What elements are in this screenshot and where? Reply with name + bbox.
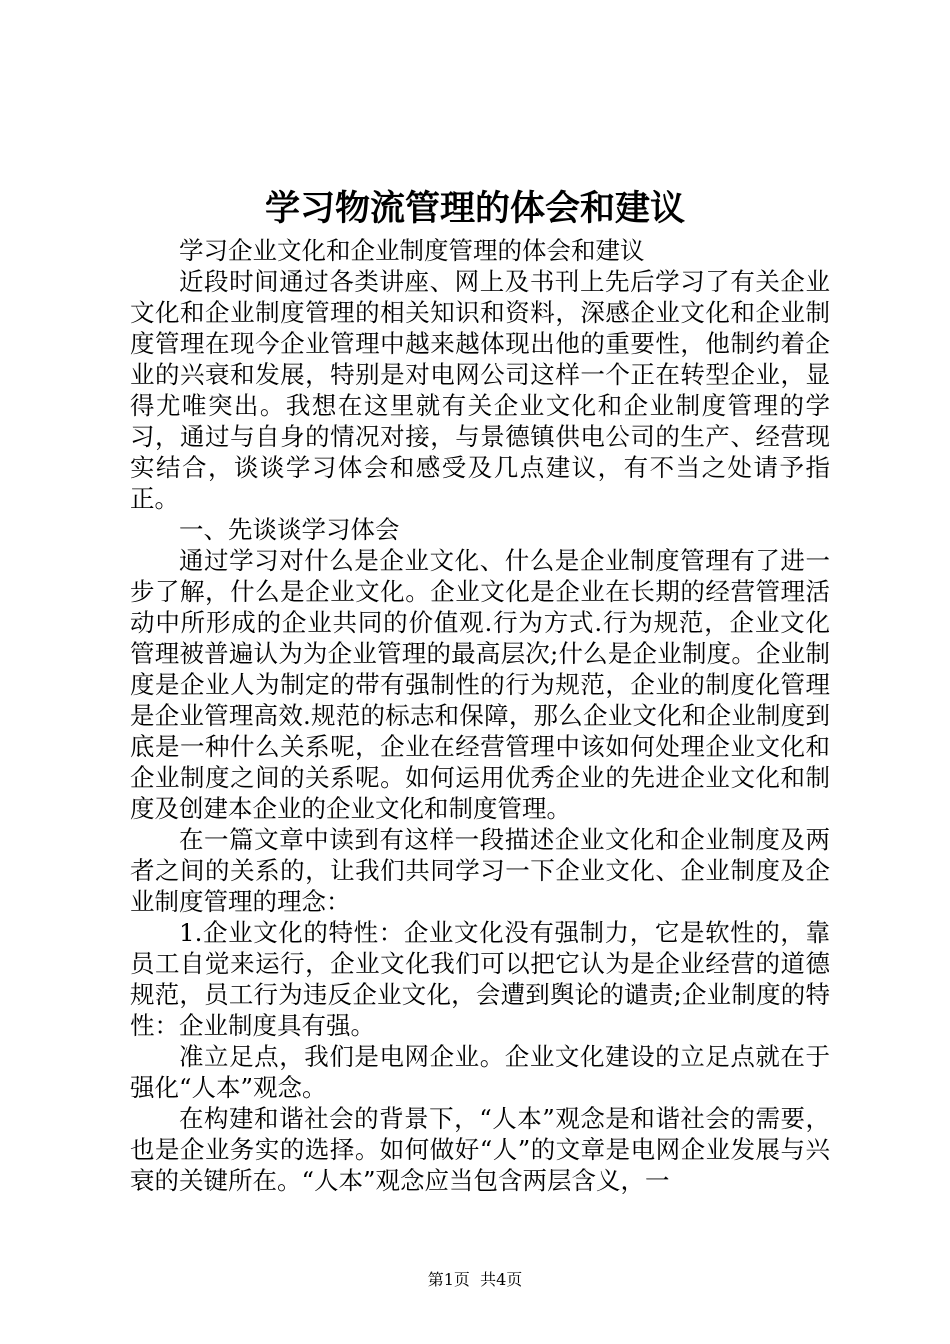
- document-title: 学习物流管理的体会和建议: [264, 188, 685, 229]
- page-footer: [0, 1270, 950, 1290]
- page-total: 共4页: [480, 1270, 523, 1289]
- paragraph-definitions: 通过学习对什么是企业文化、什么是企业制度管理有了进一步了解，什么是企业文化。企业文化是企业在长期的经营管理活动中所形成的企业共同的价值观.行为方式.行为规范，企业文化管理被普遍认为为企业管理的最高层次;什么是企业制度。企业制度是企业人为制定的带有强制性的行为规范，企业的制度化管理是企业管理高效.规范的标志和保障，那么企业文化和企业制度到底是一种什么关系呢，企业在经营管理中该如何处理企业文化和企业制度之间的关系呢。如何运用优秀企业的先进企业文化和制度及创建本企业的企业文化和制度管理。: [130, 546, 830, 823]
- paragraph-intro: 近段时间通过各类讲座、网上及书刊上先后学习了有关企业文化和企业制度管理的相关知识和资料，深感企业文化和企业制度管理在现今企业管理中越来越体现出他的重要性，他制约着企业的兴衰和发展，特别是对电网公司这样一个正在转型企业，显得尤唯突出。我想在这里就有关企业文化和企业制度管理的学习，通过与自身的情况对接，与景德镇供电公司的生产、经营现实结合，谈谈学习体会和感受及几点建议，有不当之处请予指正。: [130, 267, 830, 513]
- paragraph-people-oriented: 在构建和谐社会的背景下，“人本”观念是和谐社会的需要，也是企业务实的选择。如何做好“人”的文章是电网企业发展与兴衰的关键所在。“人本”观念应当包含两层含义，一: [130, 1104, 830, 1195]
- paragraph-subtitle: 学习企业文化和企业制度管理的体会和建议: [179, 236, 645, 265]
- document-body: [130, 235, 830, 1196]
- paragraph-article: 在一篇文章中读到有这样一段描述企业文化和企业制度及两者之间的关系的，让我们共同学习一下企业文化、企业制度及企业制度管理的理念：: [130, 825, 830, 916]
- page-number: 第1页: [427, 1270, 470, 1289]
- section-heading-1: 一、先谈谈学习体会: [179, 515, 400, 544]
- paragraph-foothold: 准立足点，我们是电网企业。企业文化建设的立足点就在于强化“人本”观念。: [130, 1042, 830, 1102]
- paragraph-point-1: 1.企业文化的特性：企业文化没有强制力，它是软性的，靠员工自觉来运行，企业文化我们可以把它认为是企业经营的道德规范，员工行为违反企业文化，会遭到舆论的谴责;企业制度的特性：企业制度具有强。: [130, 918, 830, 1040]
